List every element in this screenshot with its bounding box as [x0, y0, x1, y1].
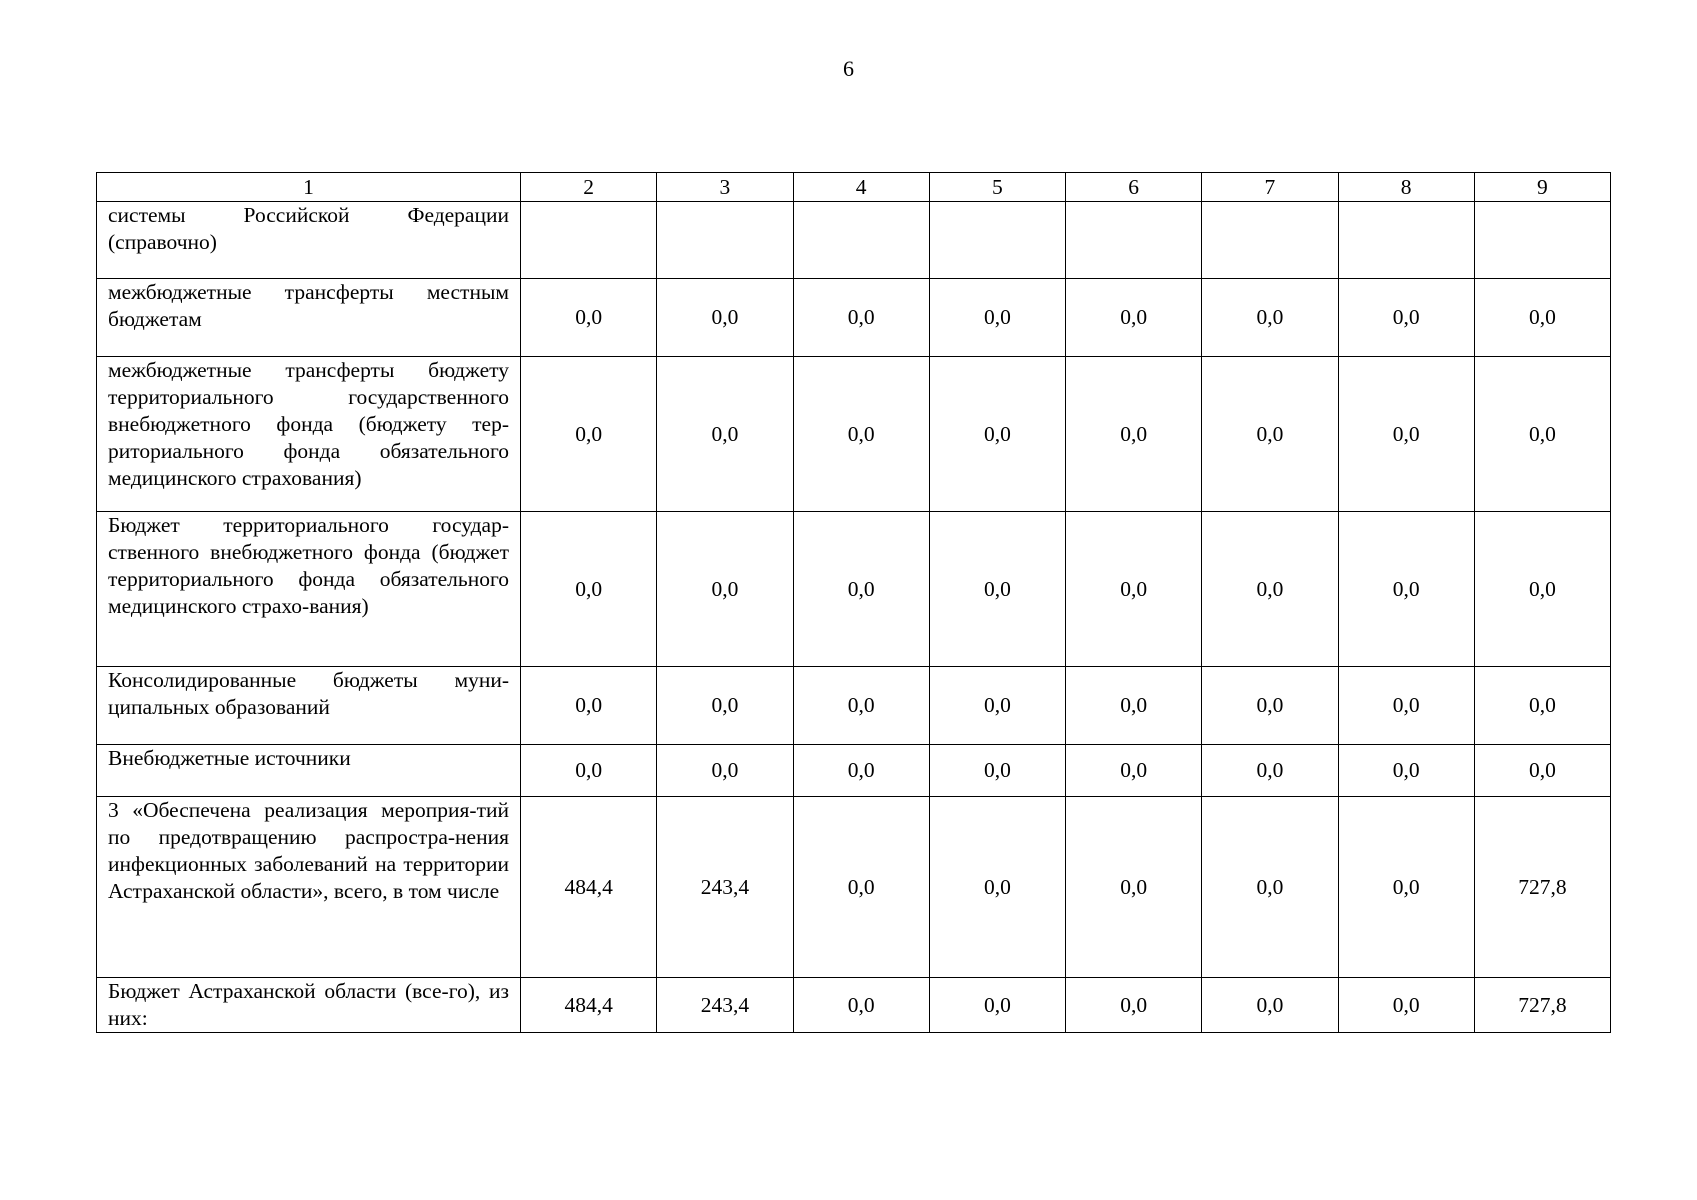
value-cell [1474, 202, 1610, 279]
value-cell: 0,0 [1474, 512, 1610, 667]
value-cell: 0,0 [929, 667, 1065, 745]
value-cell [929, 202, 1065, 279]
row-label: системы Российской Федерации (справочно) [97, 202, 521, 279]
row-label: межбюджетные трансферты бюджету территориального государственного внебюджетного фонда (бюджету тер-риториального фонда обязательного медицинского страхования) [97, 357, 521, 512]
value-cell: 0,0 [1066, 667, 1202, 745]
value-cell: 0,0 [521, 279, 657, 357]
row-label: Внебюджетные источники [97, 745, 521, 797]
value-cell: 0,0 [521, 745, 657, 797]
value-cell: 0,0 [793, 357, 929, 512]
value-cell: 0,0 [1066, 357, 1202, 512]
value-cell: 0,0 [929, 512, 1065, 667]
value-cell: 727,8 [1474, 978, 1610, 1033]
row-label: Бюджет территориального государ-ственного внебюджетного фонда (бюджет территориального фонда обязательного медицинского страхо-вания) [97, 512, 521, 667]
value-cell: 0,0 [793, 279, 929, 357]
value-cell [1338, 202, 1474, 279]
value-cell: 0,0 [521, 512, 657, 667]
value-cell: 243,4 [657, 978, 793, 1033]
table-row [97, 357, 1611, 512]
table-row [97, 978, 1611, 1033]
value-cell: 243,4 [657, 797, 793, 978]
value-cell: 0,0 [1202, 797, 1338, 978]
value-cell: 0,0 [1202, 745, 1338, 797]
value-cell: 0,0 [1202, 357, 1338, 512]
value-cell: 0,0 [793, 978, 929, 1033]
value-cell: 0,0 [1202, 978, 1338, 1033]
value-cell: 0,0 [929, 357, 1065, 512]
value-cell: 0,0 [1202, 512, 1338, 667]
row-label: Бюджет Астраханской области (все-го), из них: [97, 978, 521, 1033]
row-label: межбюджетные трансферты местным бюджетам [97, 279, 521, 357]
value-cell [793, 202, 929, 279]
value-cell: 0,0 [1066, 512, 1202, 667]
value-cell: 0,0 [1338, 279, 1474, 357]
value-cell: 484,4 [521, 797, 657, 978]
column-header: 7 [1202, 173, 1338, 202]
value-cell: 0,0 [1338, 745, 1474, 797]
value-cell: 0,0 [1066, 745, 1202, 797]
page-number: 6 [843, 56, 854, 81]
value-cell: 0,0 [793, 512, 929, 667]
value-cell: 0,0 [1202, 279, 1338, 357]
value-cell: 0,0 [1066, 978, 1202, 1033]
value-cell: 0,0 [1066, 279, 1202, 357]
value-cell: 0,0 [793, 667, 929, 745]
value-cell: 0,0 [1338, 512, 1474, 667]
column-header: 2 [521, 173, 657, 202]
value-cell: 0,0 [657, 279, 793, 357]
value-cell [657, 202, 793, 279]
value-cell: 0,0 [929, 279, 1065, 357]
value-cell: 0,0 [793, 797, 929, 978]
column-header: 5 [929, 173, 1065, 202]
table-row [97, 667, 1611, 745]
table-row [97, 745, 1611, 797]
value-cell: 0,0 [1202, 667, 1338, 745]
row-label: 3 «Обеспечена реализация мероприя-тий по предотвращению распростра-нения инфекционных заболеваний на территории Астраханской области», всего, в том числе [97, 797, 521, 978]
column-header: 1 [97, 173, 521, 202]
value-cell: 0,0 [1474, 279, 1610, 357]
value-cell: 0,0 [1474, 357, 1610, 512]
value-cell: 0,0 [1474, 745, 1610, 797]
value-cell [1066, 202, 1202, 279]
column-header: 4 [793, 173, 929, 202]
value-cell: 0,0 [1338, 357, 1474, 512]
value-cell [521, 202, 657, 279]
value-cell: 0,0 [657, 512, 793, 667]
value-cell: 0,0 [1338, 978, 1474, 1033]
value-cell: 0,0 [929, 797, 1065, 978]
value-cell: 727,8 [1474, 797, 1610, 978]
value-cell: 0,0 [1474, 667, 1610, 745]
table-row [97, 202, 1611, 279]
row-label: Консолидированные бюджеты муни-ципальных образований [97, 667, 521, 745]
value-cell: 0,0 [929, 978, 1065, 1033]
table-row [97, 512, 1611, 667]
table-row [97, 279, 1611, 357]
column-header: 9 [1474, 173, 1610, 202]
value-cell [1202, 202, 1338, 279]
value-cell: 0,0 [657, 667, 793, 745]
value-cell: 0,0 [657, 745, 793, 797]
column-header: 8 [1338, 173, 1474, 202]
value-cell: 0,0 [521, 667, 657, 745]
column-header: 6 [1066, 173, 1202, 202]
value-cell: 0,0 [1338, 667, 1474, 745]
value-cell: 0,0 [1338, 797, 1474, 978]
value-cell: 0,0 [929, 745, 1065, 797]
value-cell: 0,0 [1066, 797, 1202, 978]
budget-table [96, 172, 1611, 1033]
column-header: 3 [657, 173, 793, 202]
value-cell: 0,0 [521, 357, 657, 512]
value-cell: 0,0 [793, 745, 929, 797]
value-cell: 484,4 [521, 978, 657, 1033]
value-cell: 0,0 [657, 357, 793, 512]
table-row [97, 797, 1611, 978]
table-header-row [97, 173, 1611, 202]
